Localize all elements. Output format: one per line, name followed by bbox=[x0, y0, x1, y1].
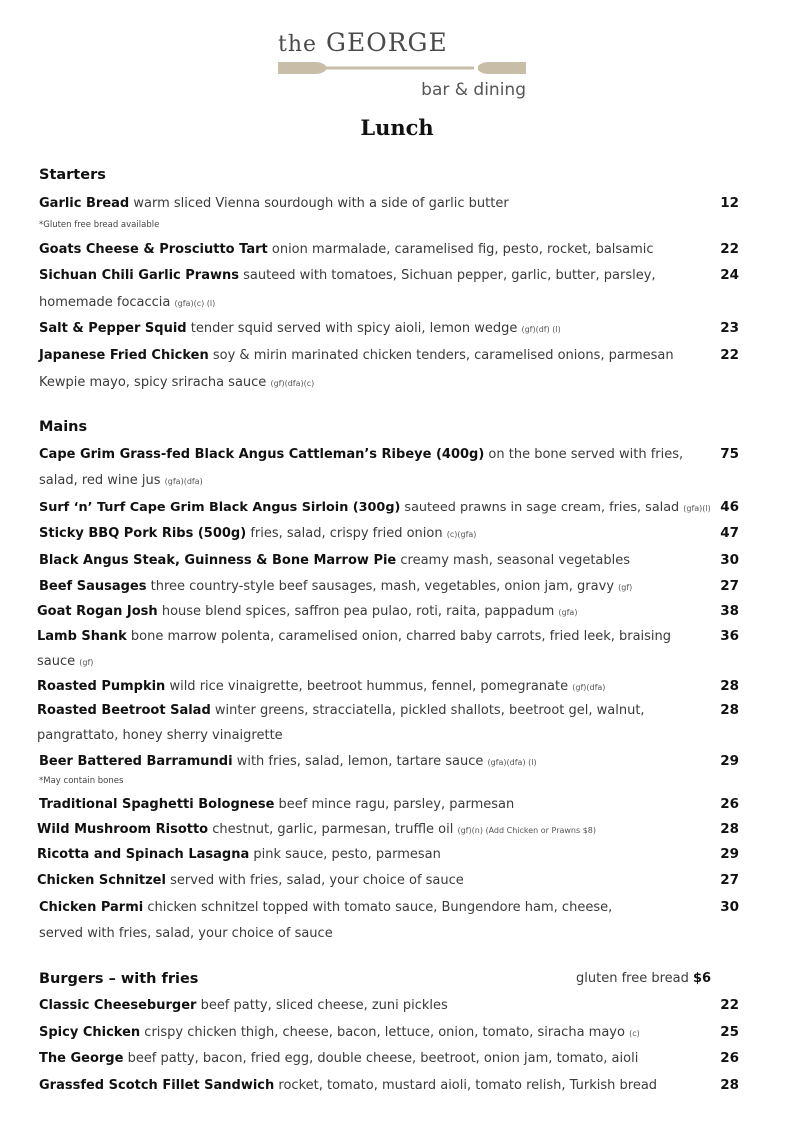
item-description: warm sliced Vienna sourdough with a side of garlic butter bbox=[133, 196, 509, 211]
item-description-cont: pangrattato, honey sherry vinaigrette bbox=[37, 728, 283, 743]
item-name: Cape Grim Grass-fed Black Angus Cattleman’s Ribeye (400g) bbox=[39, 447, 485, 462]
item-name: Surf ‘n’ Turf Cape Grim Black Angus Sirloin (300g) bbox=[39, 500, 401, 515]
item-price: 29 bbox=[720, 846, 739, 862]
item-description: creamy mash, seasonal vegetables bbox=[400, 553, 631, 568]
item-description: tender squid served with spicy aioli, lemon wedge bbox=[190, 321, 518, 336]
item-description: served with fries, salad, your choice of sauce bbox=[170, 873, 464, 888]
item-description: beef mince ragu, parsley, parmesan bbox=[278, 797, 515, 812]
item-description: wild rice vinaigrette, beetroot hummus, fennel, pomegranate bbox=[169, 679, 569, 694]
item-price: 22 bbox=[720, 241, 739, 257]
item-name: Grassfed Scotch Fillet Sandwich bbox=[39, 1078, 275, 1093]
item-name: Garlic Bread bbox=[39, 196, 130, 211]
item-name: Goats Cheese & Prosciutto Tart bbox=[39, 242, 268, 257]
logo-wordmark: the GEORGE bbox=[278, 28, 448, 57]
item-description: three country-style beef sausages, mash, vegetables, onion jam, gravy bbox=[150, 579, 615, 594]
item-name: Roasted Pumpkin bbox=[37, 679, 166, 694]
dietary-tags: (gfa)(dfa) bbox=[164, 477, 203, 486]
gluten-free-bread-price: $6 bbox=[693, 971, 712, 986]
item-price: 36 bbox=[720, 628, 739, 644]
item-description: beef patty, sliced cheese, zuni pickles bbox=[200, 998, 448, 1013]
item-price: 30 bbox=[720, 899, 739, 915]
item-price: 12 bbox=[720, 195, 739, 211]
item-description: sauteed prawns in sage cream, fries, salad bbox=[404, 500, 680, 515]
item-description: bone marrow polenta, caramelised onion, charred baby carrots, fried leek, braising bbox=[130, 629, 672, 644]
item-price: 47 bbox=[720, 525, 739, 541]
item-price: 30 bbox=[720, 552, 739, 568]
item-description-cont: salad, red wine jus bbox=[39, 473, 161, 488]
item-price: 27 bbox=[720, 578, 739, 594]
dietary-tags: (gfa)(dfa) (l) bbox=[487, 758, 537, 767]
item-price: 28 bbox=[720, 1077, 739, 1093]
item-name: Sticky BBQ Pork Ribs (500g) bbox=[39, 526, 247, 541]
item-description: onion marmalade, caramelised fig, pesto, rocket, balsamic bbox=[271, 242, 654, 257]
item-description: chestnut, garlic, parmesan, truffle oil bbox=[212, 822, 454, 837]
dietary-tags: (gfa)(c) (l) bbox=[174, 299, 216, 308]
dietary-tags: (gf)(n) (Add Chicken or Prawns $8) bbox=[457, 826, 597, 835]
item-price: 26 bbox=[720, 796, 739, 812]
item-description-cont: sauce bbox=[37, 654, 76, 669]
item-price: 28 bbox=[720, 702, 739, 718]
dietary-tags: (c) bbox=[629, 1029, 640, 1038]
gluten-free-bread-option: gluten free bread $6 bbox=[576, 971, 712, 986]
bones-note: *May contain bones bbox=[39, 776, 124, 786]
item-description: pink sauce, pesto, parmesan bbox=[253, 847, 441, 862]
section-title-mains: Mains bbox=[39, 419, 88, 435]
item-price: 28 bbox=[720, 821, 739, 837]
item-name: Sichuan Chili Garlic Prawns bbox=[39, 268, 239, 283]
logo-subtitle: bar & dining bbox=[421, 80, 526, 100]
item-name: The George bbox=[39, 1051, 124, 1066]
item-name: Lamb Shank bbox=[37, 629, 127, 644]
item-name: Wild Mushroom Risotto bbox=[37, 822, 209, 837]
item-name: Roasted Beetroot Salad bbox=[37, 703, 211, 718]
item-price: 25 bbox=[720, 1024, 739, 1040]
dietary-tags: (gf) bbox=[79, 658, 94, 667]
item-description: beef patty, bacon, fried egg, double cheese, beetroot, onion jam, tomato, aioli bbox=[127, 1051, 639, 1066]
item-name: Beef Sausages bbox=[39, 579, 147, 594]
item-description-cont: Kewpie mayo, spicy sriracha sauce bbox=[39, 375, 267, 390]
item-description: with fries, salad, lemon, tartare sauce bbox=[236, 754, 484, 769]
item-description: rocket, tomato, mustard aioli, tomato relish, Turkish bread bbox=[278, 1078, 658, 1093]
item-name: Chicken Parmi bbox=[39, 900, 144, 915]
gluten-free-note: *Gluten free bread available bbox=[39, 220, 160, 230]
dietary-tags: (gf)(df) (l) bbox=[521, 325, 561, 334]
item-price: 27 bbox=[720, 872, 739, 888]
item-price: 28 bbox=[720, 678, 739, 694]
item-name: Goat Rogan Josh bbox=[37, 604, 158, 619]
item-price: 38 bbox=[720, 603, 739, 619]
dietary-tags: (gfa)(l) bbox=[683, 504, 711, 513]
item-price: 22 bbox=[720, 997, 739, 1013]
oar-icon bbox=[276, 58, 528, 78]
item-description: chicken schnitzel topped with tomato sauce, Bungendore ham, cheese, bbox=[147, 900, 613, 915]
section-title-burgers: Burgers – with fries bbox=[39, 971, 199, 987]
item-price: 26 bbox=[720, 1050, 739, 1066]
item-price: 23 bbox=[720, 320, 739, 336]
item-name: Spicy Chicken bbox=[39, 1025, 141, 1040]
item-description: on the bone served with fries, bbox=[488, 447, 684, 462]
item-name: Ricotta and Spinach Lasagna bbox=[37, 847, 250, 862]
item-description: sauteed with tomatoes, Sichuan pepper, garlic, butter, parsley, bbox=[243, 268, 656, 283]
item-name: Classic Cheeseburger bbox=[39, 998, 197, 1013]
item-description: soy & mirin marinated chicken tenders, caramelised onions, parmesan bbox=[212, 348, 674, 363]
dietary-tags: (gfa) bbox=[558, 608, 578, 617]
logo bbox=[276, 28, 528, 106]
item-name: Black Angus Steak, Guinness & Bone Marrow Pie bbox=[39, 553, 397, 568]
dietary-tags: (c)(gfa) bbox=[446, 530, 477, 539]
item-name: Salt & Pepper Squid bbox=[39, 321, 187, 336]
item-name: Chicken Schnitzel bbox=[37, 873, 166, 888]
item-description: winter greens, stracciatella, pickled shallots, beetroot gel, walnut, bbox=[214, 703, 645, 718]
item-description-cont: homemade focaccia bbox=[39, 295, 171, 310]
item-price: 29 bbox=[720, 753, 739, 769]
item-price: 75 bbox=[720, 446, 739, 462]
item-description-cont: served with fries, salad, your choice of sauce bbox=[39, 926, 333, 941]
item-description: house blend spices, saffron pea pulao, roti, raita, pappadum bbox=[161, 604, 555, 619]
item-price: 22 bbox=[720, 347, 739, 363]
item-description: crispy chicken thigh, cheese, bacon, lettuce, onion, tomato, siracha mayo bbox=[144, 1025, 625, 1040]
item-name: Japanese Fried Chicken bbox=[39, 348, 209, 363]
item-price: 46 bbox=[720, 499, 739, 515]
item-price: 24 bbox=[720, 267, 739, 283]
dietary-tags: (gf)(dfa) bbox=[572, 683, 606, 692]
item-description: fries, salad, crispy fried onion bbox=[250, 526, 443, 541]
item-name: Traditional Spaghetti Bolognese bbox=[39, 797, 275, 812]
item-name: Beer Battered Barramundi bbox=[39, 754, 233, 769]
section-title-starters: Starters bbox=[39, 167, 106, 183]
dietary-tags: (gf) bbox=[618, 583, 633, 592]
page-title: Lunch bbox=[360, 115, 434, 140]
dietary-tags: (gf)(dfa)(c) bbox=[270, 379, 315, 388]
